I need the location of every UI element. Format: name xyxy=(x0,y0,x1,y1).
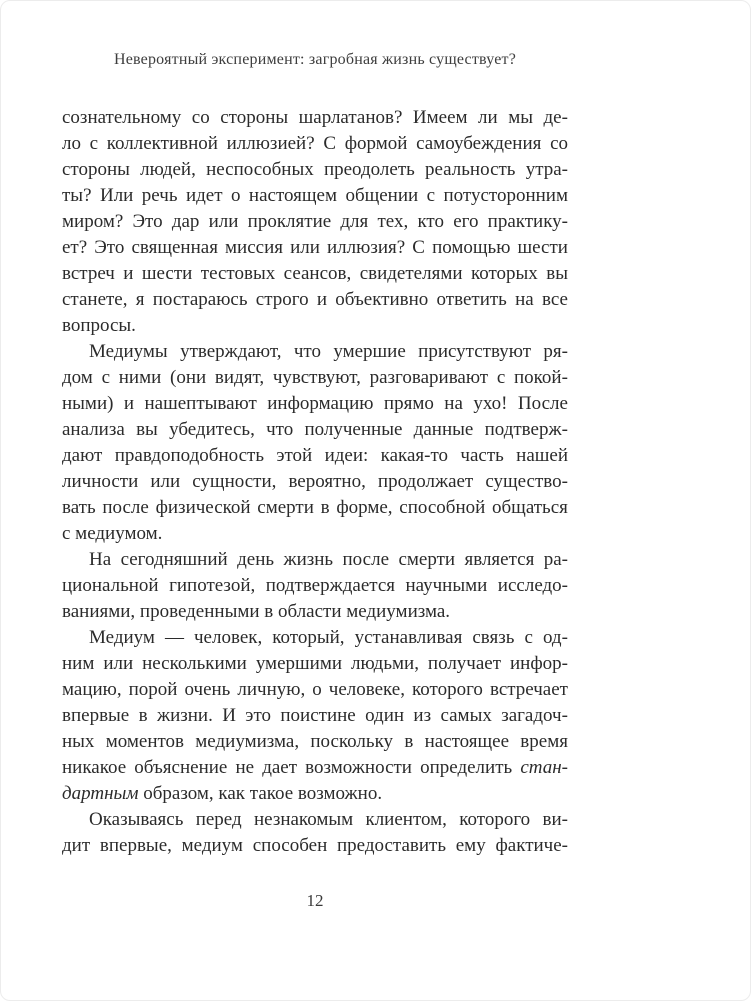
paragraph xyxy=(62,625,568,807)
text-line: вать после физической смерти в форме, способной общаться xyxy=(62,497,568,518)
text-line: стороны людей, неспособных преодолеть реальность утра- xyxy=(62,159,568,180)
paragraph xyxy=(62,807,568,859)
text-line: Медиумы утверждают, что умершие присутствуют ря- xyxy=(89,341,568,362)
text-line: дают правдоподобность этой идеи: какая-то часть нашей xyxy=(62,445,568,466)
text-line: ных моментов медиумизма, поскольку в настоящее время xyxy=(62,731,568,752)
running-header: Невероятный эксперимент: загробная жизнь существует? xyxy=(113,51,517,68)
text-line: ет? Это священная миссия или иллюзия? С помощью шести xyxy=(62,237,568,258)
paragraph xyxy=(62,105,568,339)
text-line: встреч и шести тестовых сеансов, свидетелями которых вы xyxy=(62,263,568,284)
text-line: ваниями, проведенными в области медиумизма. xyxy=(62,601,451,622)
text-line: никакое объяснение не дает возможности определить стан- xyxy=(62,757,568,778)
text-line: впервые в жизни. И это поистине один из самых загадоч- xyxy=(62,705,568,726)
text-line: с медиумом. xyxy=(62,523,163,544)
text-line: мацию, порой очень личную, о человеке, которого встречает xyxy=(62,679,568,700)
text-line: циональной гипотезой, подтверждается научными исследо- xyxy=(62,575,568,596)
text-line: На сегодняшний день жизнь после смерти является ра- xyxy=(89,549,568,570)
text-line: личности или сущности, вероятно, продолжает существо- xyxy=(62,471,568,492)
text-line: ло с коллективной иллюзией? С формой самоубеждения со xyxy=(62,133,568,154)
text-line: анализа вы убедитесь, что полученные данные подтверж- xyxy=(62,419,568,440)
text-line: ными) и нашептывают информацию прямо на ухо! После xyxy=(62,393,568,414)
page-number: 12 xyxy=(306,891,324,910)
page-body xyxy=(62,105,568,859)
paragraph xyxy=(62,547,568,625)
text-line: Оказываясь перед незнакомым клиентом, которого ви- xyxy=(89,809,568,830)
text-line: сознательному со стороны шарлатанов? Имеем ли мы де- xyxy=(62,107,568,128)
paragraph xyxy=(62,339,568,547)
text-line: дом с ними (они видят, чувствуют, разговаривают с покой- xyxy=(62,367,568,388)
text-line: ты? Или речь идет о настоящем общении с потусторонним xyxy=(62,185,568,206)
text-line: дит впервые, медиум способен предоставить ему фактиче- xyxy=(62,835,568,856)
text-line: станете, я постараюсь строго и объективно ответить на все xyxy=(62,289,568,310)
text-line: вопросы. xyxy=(62,315,136,336)
text-line: миром? Это дар или проклятие для тех, кто его практику- xyxy=(62,211,568,232)
text-line: Медиум — человек, который, устанавливая связь с од- xyxy=(89,627,568,648)
text-line: ним или несколькими умершими людьми, получает инфор- xyxy=(62,653,568,674)
text-line: дартным образом, как такое возможно. xyxy=(62,783,383,804)
